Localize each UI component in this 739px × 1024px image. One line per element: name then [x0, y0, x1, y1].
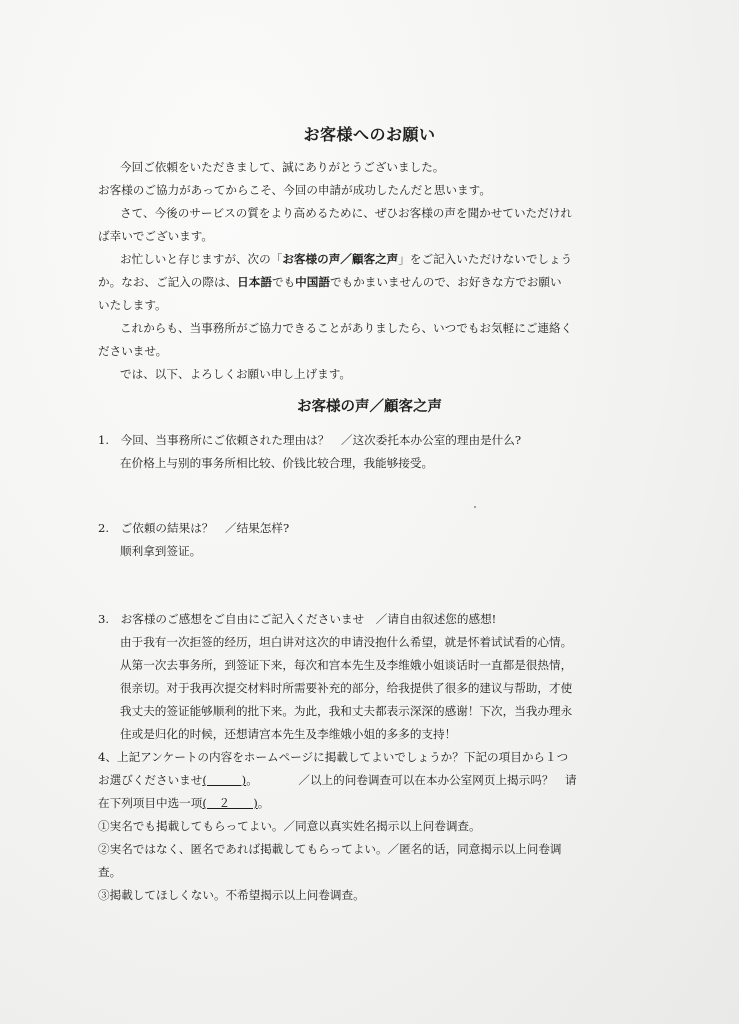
intro-line-6: [98, 274, 562, 290]
q4-text: お選びくださいませ: [98, 773, 203, 787]
question-4-line-2: [98, 772, 577, 788]
answer-3-line-1: 由于我有一次拒签的经历，坦白讲对这次的申请没抱什么希望，就是怀着试试看的心情。: [120, 635, 573, 649]
intro-line-9: ださいませ。: [98, 344, 168, 358]
intro-line-1: 今回ご依頼をいただきまして、誠にありがとうございました。: [120, 160, 445, 174]
answer-3-line-4: 我丈夫的签证能够顺利的批下来。为此，我和丈夫都表示深深的感谢！下次，当我办理永: [120, 704, 573, 718]
answer-3-line-3: 很亲切。对于我再次提交材料时所需要补充的部分，给我提供了很多的建议与帮助，才使: [120, 681, 573, 695]
q4-text: 。: [257, 796, 270, 810]
page-title: お客様へのお願い: [303, 125, 436, 144]
intro-line-3: さて、今後のサービスの質をより高めるために、ぜひお客様の声を聞かせていただけれ: [120, 206, 572, 220]
intro-text: お忙しいと存じますが、次の「: [120, 252, 283, 266]
intro-emphasis-japanese: 日本語: [237, 275, 272, 289]
intro-emphasis-chinese: 中国語: [295, 275, 330, 289]
answer-3-line-2: 从第一次去事务所，到签证下来，每次和宫本先生及李维娥小姐谈话时一直都是很热情，: [120, 658, 573, 672]
intro-line-10: では、以下、よろしくお願い申し上げます。: [120, 367, 351, 381]
q4-text: 。 ／以上的问卷调查可以在本办公室网页上揭示吗？ 请: [246, 773, 577, 787]
option-2-line-2: 查。: [98, 865, 122, 879]
answer-blank-selected: ( ２ ): [202, 796, 258, 810]
answer-3-line-5: 住或是归化的时候，还想请宫本先生及李维娥小姐的多多的支持！: [120, 727, 457, 741]
intro-text: でも: [271, 275, 296, 289]
section-title: お客様の声／顧客之声: [297, 398, 442, 415]
intro-line-5: [120, 251, 572, 267]
q4-text: 在下列项目中选一项: [98, 796, 203, 810]
answer-1: 在价格上与别的事务所相比较、价钱比较合理，我能够接受。: [120, 456, 434, 470]
question-2: 2. ご依頼の結果は？ ／结果怎样?: [98, 521, 290, 535]
intro-line-2: お客様のご協力があってからこそ、今回の申請が成功したんだと思います。: [98, 183, 491, 197]
intro-line-7: いたします。: [98, 298, 167, 312]
answer-2: 顺利拿到签证。: [120, 544, 202, 558]
intro-line-8: これからも、当事務所がご協力できることがありましたら、いつでもお気軽にご連絡く: [120, 321, 573, 335]
option-1: ①実名でも掲載してもらってよい。／同意以真实姓名揭示以上问卷调查。: [98, 819, 481, 833]
intro-text: でもかまいませんので、お好きな方でお願い: [329, 275, 562, 289]
option-3: ③掲載してほしくない。不希望揭示以上问卷调查。: [98, 888, 365, 902]
option-2-line-1: ②実名ではなく、匿名であれば掲載してもらってよい。／匿名的话，同意揭示以上问卷调: [98, 842, 562, 856]
scan-speck: [474, 506, 476, 508]
question-3: 3. お客様のご感想をご自由にご記入くださいませ ／请自由叙述您的感想!: [98, 612, 497, 626]
answer-blank-empty: ( ): [202, 773, 247, 787]
question-4-line-1: 4、上記アンケートの内容をホームページに掲載してよいでしょうか？下記の項目から１つ: [98, 750, 569, 764]
question-4-line-3: [98, 795, 269, 811]
intro-emphasis: お客様の声／顧客之声: [282, 252, 399, 266]
question-1: 1. 今回、当事務所にご依頼された理由は？ ／这次委托本办公室的理由是什么?: [98, 433, 522, 447]
intro-text: 」をご記入いただけないでしょう: [398, 252, 573, 266]
intro-line-4: ば幸いでございます。: [98, 229, 214, 243]
intro-text: か。なお、ご記入の際は、: [98, 275, 238, 289]
